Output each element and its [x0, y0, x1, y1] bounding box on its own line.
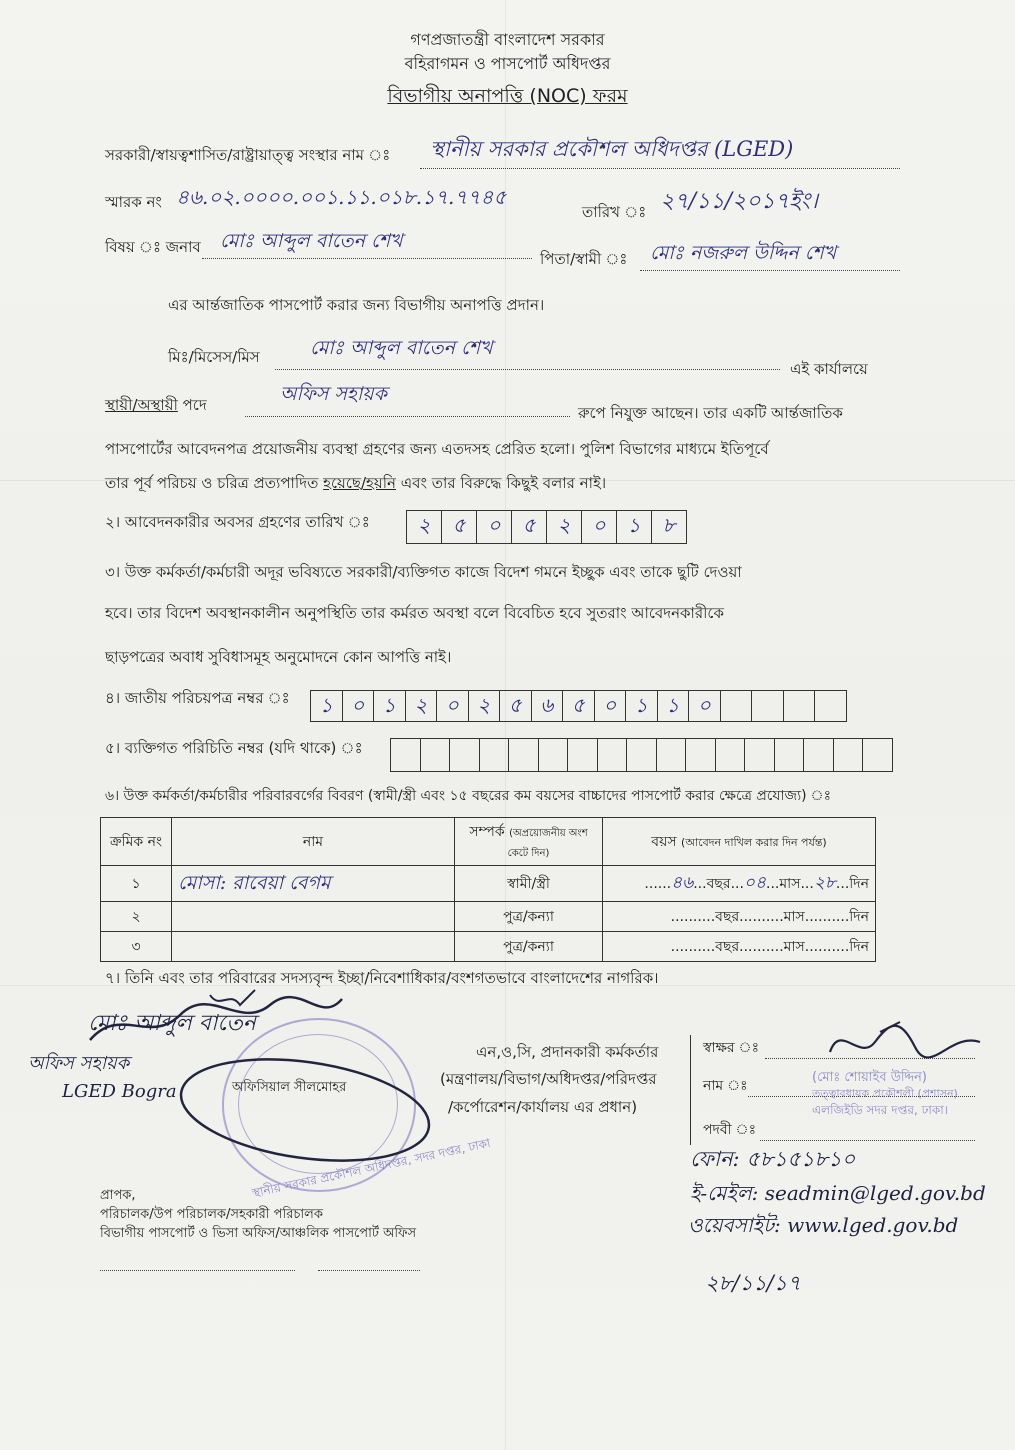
- body-line3: পাসপোর্টের আবেদনপত্র প্রয়োজনীয় ব্যবস্থা গ্রহণের জন্য এতদসহ প্রেরিত হলো। পুলিশ বিভাগের মাধ্যমে ইতিপূর্বে: [105, 440, 769, 458]
- digit-box: ৫: [442, 511, 477, 543]
- digit-box: ৫: [563, 691, 595, 721]
- applicant-org: LGED Bogra: [62, 1081, 177, 1102]
- header-name: নাম: [172, 818, 455, 866]
- dotted-line: [420, 168, 900, 169]
- issuer-phone: ফোন: ৫৮১৫১৮১০: [690, 1147, 856, 1171]
- seal-ink-oval: [175, 1055, 445, 1165]
- header-govt: গণপ্রজাতন্ত্রী বাংলাদেশ সরকার: [410, 30, 605, 49]
- family-table: [100, 817, 876, 962]
- digit-box: ৬: [532, 691, 564, 721]
- body-line4c: এবং তার বিরুদ্ধে কিছুই বলার নাই।: [396, 474, 607, 492]
- subject-label: বিষয় ঃ জনাব: [105, 238, 201, 256]
- retirement-date-boxes: [406, 510, 687, 544]
- age-day: ২৮: [813, 872, 836, 893]
- digit-box: ০: [595, 691, 627, 721]
- applicant-designation: অফিস সহায়ক: [28, 1053, 130, 1074]
- personal-id-boxes: [390, 738, 893, 772]
- cell-age: ......৪৬...বছর...০৪...মাস...২৮...দিন: [603, 866, 876, 902]
- item7-text: ৭। তিনি এবং তার পরিবারের সদস্যবৃন্দ ইচ্ছা/নিবেশাধিকার/বংশগতভাবে বাংলাদেশের নাগরিক।: [105, 969, 659, 987]
- unit-year: বছর: [706, 875, 731, 892]
- digit-box: [421, 739, 451, 771]
- paper-fold: [505, 0, 506, 1450]
- unit-day: দিন: [849, 908, 869, 925]
- date-label: তারিখ ঃ: [582, 203, 647, 221]
- unit-year: বছর: [715, 908, 740, 925]
- issuer-email: ই-মেইল: seadmin@lged.gov.bd: [690, 1181, 986, 1205]
- org-label: সরকারী/স্বায়ত্বশাসিত/রাষ্ট্রায়াত্ত্ব সংস্থার নাম ঃ: [105, 146, 391, 164]
- issuer-stamp-name: (মোঃ শোয়াইব উদ্দিন): [812, 1070, 927, 1085]
- cell-relation: পুত্র/কন্যা: [455, 902, 603, 932]
- seal-label: অফিসিয়াল সীলমোহর: [232, 1080, 347, 1095]
- digit-box: [509, 739, 539, 771]
- cell-relation: পুত্র/কন্যা: [455, 932, 603, 962]
- cell-sl: ৩: [101, 932, 172, 962]
- digit-box: [863, 739, 892, 771]
- recipient-line1: প্রাপক,: [100, 1188, 136, 1203]
- issuer-date: ২৮/১১/১৭: [705, 1271, 801, 1295]
- dotted-line: [100, 1270, 295, 1271]
- org-value: স্থানীয় সরকার প্রকৌশল অধিদপ্তর (LGED): [430, 137, 794, 161]
- age-month: ০৪: [743, 872, 767, 893]
- seal-text: স্থানীয় সরকার প্রকৌশল অধিদপ্তর, সদর দপ্তর, ঢাকা: [250, 1135, 492, 1201]
- post-suffix: রুপে নিযুক্ত আছেন। তার একটি আর্ন্তজাতিক: [578, 404, 843, 422]
- header-sl: ক্রমিক নং: [101, 818, 172, 866]
- subject-line2: এর আর্ন্তজাতিক পাসপোর্ট করার জন্য বিভাগীয় অনাপত্তি প্রদান।: [168, 296, 545, 314]
- digit-box: ৫: [512, 511, 547, 543]
- digit-box: ২: [406, 691, 438, 721]
- digit-box: ০: [343, 691, 375, 721]
- subject-name: মোঃ আব্দুল বাতেন শেখ: [220, 230, 403, 252]
- issuer-stamp-org: এলজিইডি সদর দপ্তর, ঢাকা।: [812, 1103, 949, 1117]
- digit-box: ২: [407, 511, 442, 543]
- table-row: [101, 866, 876, 902]
- digit-box: [775, 739, 805, 771]
- name-label: নাম ঃ: [703, 1078, 748, 1094]
- digit-box: ১: [617, 511, 652, 543]
- cell-sl: ১: [101, 866, 172, 902]
- recipient-line2: পরিচালক/উপ পরিচালক/সহকারী পরিচালক: [100, 1207, 323, 1222]
- table-header-row: [101, 818, 876, 866]
- digit-box: [450, 739, 480, 771]
- post-value: অফিস সহায়ক: [280, 383, 387, 405]
- digit-box: [716, 739, 746, 771]
- item4-label: ৪। জাতীয় পরিচয়পত্র নম্বর ঃ: [105, 689, 290, 707]
- dotted-line: [760, 1140, 975, 1141]
- unit-day: দিন: [849, 875, 869, 892]
- unit-month: মাস: [783, 938, 805, 955]
- header-relation-note: (অপ্রয়োজনীয় অংশ কেটে দিন): [507, 828, 588, 859]
- issuer-line3: /কর্পোরেশন/কার্যালয় এর প্রধান): [448, 1098, 638, 1116]
- header-relation: [455, 818, 603, 866]
- digit-box: ০: [689, 691, 721, 721]
- digit-box: [721, 691, 753, 721]
- header-age-label: বয়স: [651, 833, 677, 850]
- header-age-note: (আবেদন দাখিল করার দিন পর্যন্ত): [681, 835, 827, 849]
- father-name: মোঃ নজরুল উদ্দিন শেখ: [650, 242, 837, 264]
- digit-box: [804, 739, 834, 771]
- age-year: ৪৬: [671, 872, 694, 893]
- item3-line2: হবে। তার বিদেশ অবস্থানকালীন অনুপস্থিতি তার কর্মরত অবস্থা বলে বিবেচিত হবে সুতরাং আবেদনকারীকে: [105, 604, 724, 622]
- digit-box: ২: [469, 691, 501, 721]
- header-dept: বহিরাগমন ও পাসপোর্ট অধিদপ্তর: [404, 54, 611, 73]
- form-title: বিভাগীয় অনাপত্তি (NOC) ফরম: [387, 85, 628, 107]
- header-relation-label: সম্পর্ক: [469, 824, 505, 840]
- office-suffix: এই কার্যালয়ে: [790, 360, 868, 378]
- sign-label: স্বাক্ষর ঃ: [703, 1040, 760, 1056]
- digit-box: ১: [626, 691, 658, 721]
- digit-box: [568, 739, 598, 771]
- issuer-website: ওয়েবসাইট: www.lged.gov.bd: [688, 1213, 959, 1237]
- mr-label: মিঃ/মিসেস/মিস: [168, 348, 260, 366]
- cell-age: ..........বছর..........মাস..........দিন: [603, 932, 876, 962]
- dotted-line: [318, 1270, 420, 1271]
- digit-box: [598, 739, 628, 771]
- digit-box: ৮: [662, 513, 676, 537]
- digit-box: [815, 691, 846, 721]
- digit-box: ১: [311, 691, 343, 721]
- dotted-line: [640, 270, 900, 271]
- unit-month: মাস: [783, 908, 805, 925]
- cell-sl: ২: [101, 902, 172, 932]
- item2-label: ২। আবেদনকারীর অবসর গ্রহণের তারিখ ঃ: [105, 513, 370, 531]
- digit-box: [480, 739, 510, 771]
- dotted-line: [245, 416, 570, 417]
- issuer-bracket: [690, 1035, 693, 1145]
- digit-box: [657, 739, 687, 771]
- father-label: পিতা/স্বামী ঃ: [540, 250, 628, 268]
- memo-label: স্মারক নং: [105, 193, 162, 211]
- digit-box: ০: [477, 511, 512, 543]
- dotted-line: [202, 258, 532, 259]
- table-row: [101, 902, 876, 932]
- memo-value: ৪৬.০২.০০০০.০০১.১১.০১৮.১৭.৭৭৪৫: [176, 185, 507, 209]
- date-value: ২৭/১১/২০১৭ইং।: [660, 189, 818, 214]
- cell-name: [172, 902, 455, 932]
- employee-name: মোঃ আব্দুল বাতেন শেখ: [310, 337, 493, 359]
- unit-year: বছর: [715, 938, 740, 955]
- digit-box: [745, 739, 775, 771]
- item6-label: ৬। উক্ত কর্মকর্তা/কর্মচারীর পরিবারবর্গের বিবরণ (স্বামী/স্ত্রী এবং ১৫ বছরের কম বয়সের বাচ্চাদের পাসপোর্ট করার ক্ষেত্রে প্রযোজ্য) ঃ: [105, 788, 832, 804]
- item3-line3: ছাড়পত্রের অবাধ সুবিধাসমূহ অনুমোদনে কোন আপত্তি নাই।: [105, 648, 452, 666]
- cell-name: [172, 932, 455, 962]
- unit-day: দিন: [849, 938, 869, 955]
- issuer-line1: এন,ও,সি, প্রদানকারী কর্মকর্তার: [476, 1043, 659, 1061]
- post-label: পদে: [177, 396, 207, 414]
- unit-month: মাস: [779, 875, 801, 892]
- issuer-stamp-post: তত্ত্বাবধায়ক প্রকৌশলী (প্রশাসন): [812, 1087, 958, 1100]
- digit-box: ১: [374, 691, 406, 721]
- digit-box: [539, 739, 569, 771]
- digit-box: ৫: [500, 691, 532, 721]
- recipient-line3: বিভাগীয় পাসপোর্ট ও ভিসা অফিস/আঞ্চলিক পাসপোর্ট অফিস: [100, 1226, 417, 1241]
- nid-boxes: [310, 690, 847, 722]
- digit-box: [834, 739, 864, 771]
- cell-relation: স্বামী/স্ত্রী: [455, 866, 603, 902]
- cell-name: [172, 866, 455, 902]
- table-row: [101, 932, 876, 962]
- digit-box: ২: [547, 511, 582, 543]
- issuer-line2: (মন্ত্রণালয়/বিভাগ/অধিদপ্তর/পরিদপ্তর: [440, 1070, 657, 1088]
- cell-age: ..........বছর..........মাস..........দিন: [603, 902, 876, 932]
- digit-box: [686, 739, 716, 771]
- item5-label: ৫। ব্যক্তিগত পরিচিতি নম্বর (যদি থাকে) ঃ: [105, 739, 363, 757]
- digit-box: ১: [658, 691, 690, 721]
- post-label: পদবী ঃ: [703, 1122, 757, 1138]
- digit-box: [784, 691, 816, 721]
- post-type-label: স্থায়ী/অস্থায়ী: [105, 396, 178, 414]
- cell-name-value: মোসা: রাবেয়া বেগম: [178, 872, 331, 895]
- body-line4a: তার পূর্ব পরিচয় ও চরিত্র প্রত্যপাদিত: [105, 474, 324, 492]
- header-age: [603, 818, 876, 866]
- issuer-signature: [820, 1012, 990, 1068]
- digit-box: ০: [437, 691, 469, 721]
- dotted-line: [275, 369, 780, 370]
- digit-box: [627, 739, 657, 771]
- digit-box: ০: [582, 511, 617, 543]
- applicant-name: মোঃ আব্দুল বাতেন: [88, 1011, 256, 1036]
- item3-line1: ৩। উক্ত কর্মকর্তা/কর্মচারী অদূর ভবিষ্যতে সরকারী/ব্যক্তিগত কাজে বিদেশ গমনে ইচ্ছুক এবং তাকে ছুটি দেওয়া: [105, 563, 742, 581]
- digit-box: [752, 691, 784, 721]
- verified-options: হয়েছে/হয়নি: [323, 474, 396, 492]
- digit-box: [391, 739, 421, 771]
